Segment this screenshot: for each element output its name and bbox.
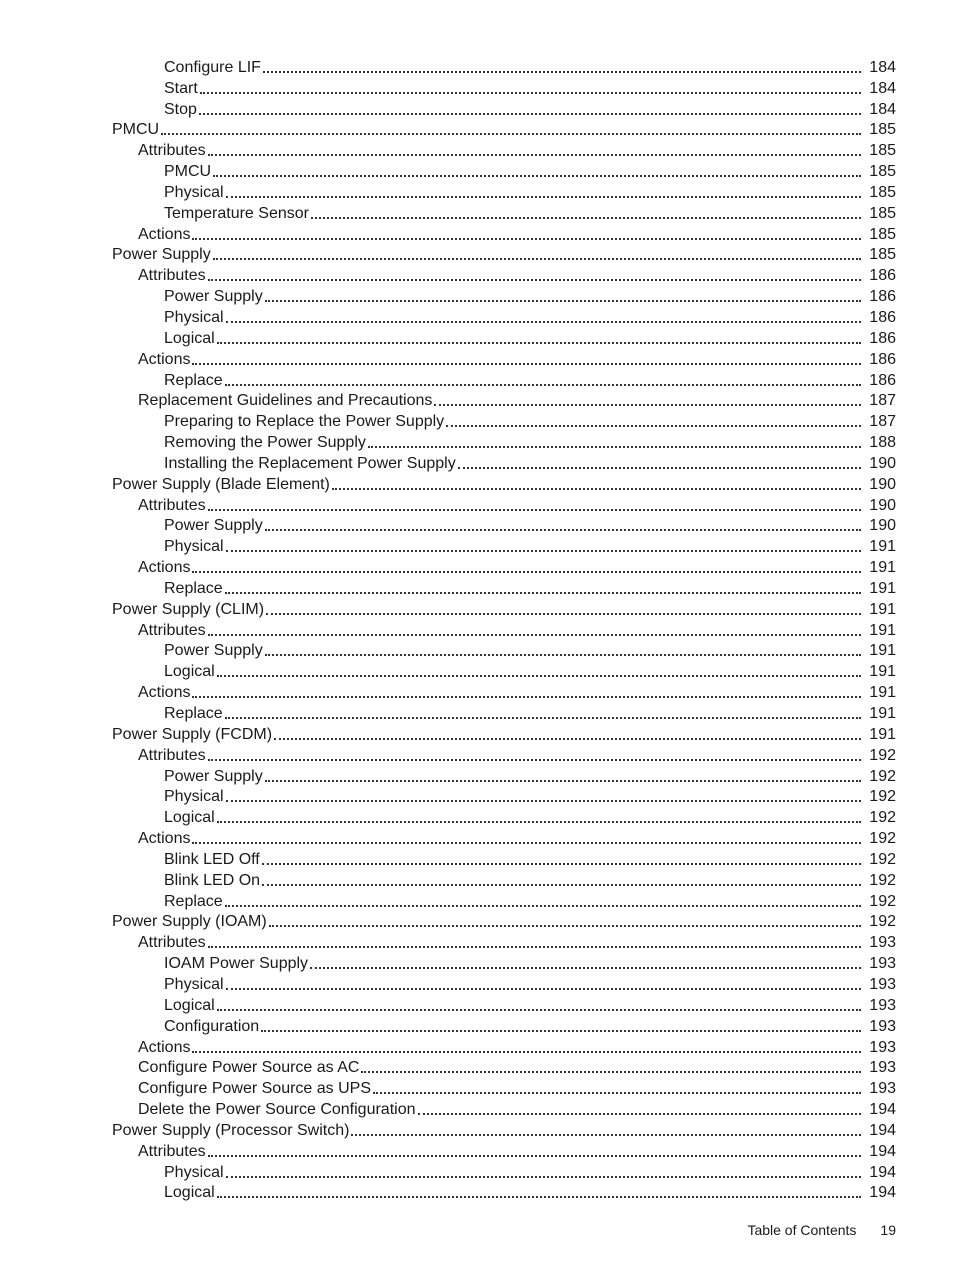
toc-entry-label: Logical xyxy=(164,329,215,347)
toc-entry-label: Configure Power Source as AC xyxy=(138,1059,360,1077)
toc-entry-label: Temperature Sensor xyxy=(164,204,309,222)
dot-leader xyxy=(265,652,861,656)
toc-entry-label: Installing the Replacement Power Supply xyxy=(164,454,456,472)
toc-entry[interactable] xyxy=(0,1057,954,1078)
toc-entry-page-number: 192 xyxy=(869,892,896,910)
toc-entry-label: Actions xyxy=(138,684,191,702)
toc-entry[interactable] xyxy=(0,473,954,494)
toc-entry[interactable] xyxy=(0,952,954,973)
dot-leader xyxy=(262,882,861,886)
toc-entry-label: Power Supply xyxy=(164,767,263,785)
toc-entry-label: Replace xyxy=(164,579,223,597)
toc-entry-page-number: 191 xyxy=(869,684,896,702)
toc-entry[interactable] xyxy=(0,765,954,786)
toc-entry-label: Power Supply xyxy=(164,288,263,306)
table-of-contents xyxy=(0,56,954,1202)
toc-entry-page-number: 191 xyxy=(869,600,896,618)
toc-entry-label: Configure LIF xyxy=(164,58,261,76)
dot-leader xyxy=(192,1049,861,1053)
toc-entry[interactable] xyxy=(0,1119,954,1140)
toc-entry[interactable] xyxy=(0,973,954,994)
toc-entry-label: Physical xyxy=(164,1163,224,1181)
toc-entry-page-number: 184 xyxy=(869,58,896,76)
toc-entry-page-number: 187 xyxy=(869,413,896,431)
toc-entry[interactable] xyxy=(0,1036,954,1057)
toc-entry-page-number: 194 xyxy=(869,1121,896,1139)
toc-entry-label: Configuration xyxy=(164,1017,260,1035)
dot-leader xyxy=(161,131,861,135)
toc-entry[interactable] xyxy=(0,327,954,348)
toc-entry-page-number: 190 xyxy=(869,454,896,472)
footer-section-title: Table of Contents xyxy=(747,1222,857,1238)
toc-entry[interactable] xyxy=(0,264,954,285)
toc-entry[interactable] xyxy=(0,681,954,702)
dot-leader xyxy=(208,507,861,511)
toc-entry[interactable] xyxy=(0,723,954,744)
dot-leader xyxy=(217,340,861,344)
dot-leader xyxy=(217,1194,861,1198)
toc-entry-page-number: 193 xyxy=(869,955,896,973)
dot-leader xyxy=(192,840,861,844)
toc-entry-page-number: 191 xyxy=(869,621,896,639)
toc-entry[interactable] xyxy=(0,223,954,244)
toc-entry-page-number: 193 xyxy=(869,1038,896,1056)
toc-entry[interactable] xyxy=(0,660,954,681)
dot-leader xyxy=(199,111,861,115)
toc-entry-page-number: 186 xyxy=(869,350,896,368)
toc-entry-label: Power Supply xyxy=(112,246,211,264)
toc-entry-page-number: 185 xyxy=(869,204,896,222)
toc-entry-label: Replace xyxy=(164,892,223,910)
dot-leader xyxy=(446,423,861,427)
toc-entry-page-number: 186 xyxy=(869,267,896,285)
toc-entry[interactable] xyxy=(0,931,954,952)
dot-leader xyxy=(265,527,861,531)
dot-leader xyxy=(332,486,861,490)
toc-entry-page-number: 192 xyxy=(869,830,896,848)
toc-entry-label: Power Supply xyxy=(164,517,263,535)
dot-leader xyxy=(418,1111,862,1115)
toc-entry-label: Physical xyxy=(164,538,224,556)
dot-leader xyxy=(208,944,861,948)
dot-leader xyxy=(226,194,861,198)
dot-leader xyxy=(311,215,861,219)
toc-entry[interactable] xyxy=(0,494,954,515)
toc-entry-page-number: 192 xyxy=(869,913,896,931)
toc-entry[interactable] xyxy=(0,869,954,890)
dot-leader xyxy=(213,256,861,260)
toc-entry-label: Physical xyxy=(164,308,224,326)
toc-entry-page-number: 191 xyxy=(869,642,896,660)
dot-leader xyxy=(208,632,861,636)
dot-leader xyxy=(263,69,861,73)
dot-leader xyxy=(208,152,861,156)
toc-entry-label: Physical xyxy=(164,183,224,201)
toc-entry-page-number: 191 xyxy=(869,663,896,681)
dot-leader xyxy=(225,382,861,386)
toc-entry-label: Stop xyxy=(164,100,197,118)
toc-entry-page-number: 186 xyxy=(869,308,896,326)
dot-leader xyxy=(265,298,861,302)
dot-leader xyxy=(351,1132,861,1136)
toc-entry-label: PMCU xyxy=(112,121,160,139)
toc-entry-page-number: 190 xyxy=(869,517,896,535)
toc-entry-label: Logical xyxy=(164,809,215,827)
toc-entry[interactable] xyxy=(0,535,954,556)
toc-entry-page-number: 191 xyxy=(869,579,896,597)
dot-leader xyxy=(217,673,861,677)
toc-entry[interactable] xyxy=(0,410,954,431)
toc-entry[interactable] xyxy=(0,431,954,452)
toc-entry[interactable] xyxy=(0,1077,954,1098)
toc-entry-label: Actions xyxy=(138,830,191,848)
toc-entry-page-number: 192 xyxy=(869,871,896,889)
toc-entry[interactable] xyxy=(0,348,954,369)
toc-entry-page-number: 193 xyxy=(869,934,896,952)
dot-leader xyxy=(226,548,861,552)
toc-entry[interactable] xyxy=(0,56,954,77)
toc-entry-page-number: 186 xyxy=(869,288,896,306)
toc-entry-page-number: 184 xyxy=(869,79,896,97)
toc-entry-label: Attributes xyxy=(138,267,206,285)
dot-leader xyxy=(217,1007,861,1011)
toc-entry[interactable] xyxy=(0,890,954,911)
toc-entry-page-number: 191 xyxy=(869,538,896,556)
toc-entry[interactable] xyxy=(0,577,954,598)
toc-entry-label: Attributes xyxy=(138,142,206,160)
toc-entry[interactable] xyxy=(0,1161,954,1182)
dot-leader xyxy=(368,444,861,448)
toc-entry-label: Replacement Guidelines and Precautions xyxy=(138,392,433,410)
toc-entry-label: Actions xyxy=(138,1038,191,1056)
dot-leader xyxy=(269,923,861,927)
dot-leader xyxy=(225,590,861,594)
toc-entry-page-number: 187 xyxy=(869,392,896,410)
dot-leader xyxy=(226,986,861,990)
toc-entry[interactable] xyxy=(0,77,954,98)
toc-entry-label: Attributes xyxy=(138,621,206,639)
toc-entry-label: Attributes xyxy=(138,496,206,514)
toc-entry-label: Attributes xyxy=(138,746,206,764)
toc-entry[interactable] xyxy=(0,806,954,827)
toc-entry-label: Actions xyxy=(138,350,191,368)
dot-leader xyxy=(192,694,861,698)
toc-entry-label: Blink LED Off xyxy=(164,850,260,868)
toc-entry-label: Logical xyxy=(164,996,215,1014)
toc-entry[interactable] xyxy=(0,139,954,160)
toc-entry-page-number: 192 xyxy=(869,746,896,764)
dot-leader xyxy=(192,569,861,573)
dot-leader xyxy=(225,903,861,907)
dot-leader xyxy=(226,319,861,323)
toc-entry[interactable] xyxy=(0,160,954,181)
dot-leader xyxy=(458,465,861,469)
dot-leader xyxy=(208,757,861,761)
toc-entry[interactable] xyxy=(0,306,954,327)
toc-entry-label: Replace xyxy=(164,705,223,722)
toc-entry[interactable] xyxy=(0,994,954,1015)
toc-entry-page-number: 192 xyxy=(869,850,896,868)
toc-entry[interactable] xyxy=(0,515,954,536)
toc-entry-label: Power Supply (IOAM) xyxy=(112,913,267,931)
toc-entry-label: Configure Power Source as UPS xyxy=(138,1080,371,1098)
toc-entry-page-number: 193 xyxy=(869,975,896,993)
toc-entry-page-number: 185 xyxy=(869,183,896,201)
dot-leader xyxy=(208,277,861,281)
toc-entry-page-number: 192 xyxy=(869,767,896,785)
toc-entry-label: IOAM Power Supply xyxy=(164,955,309,973)
dot-leader xyxy=(434,402,861,406)
toc-entry-page-number: 192 xyxy=(869,788,896,806)
toc-entry-page-number: 191 xyxy=(869,559,896,577)
toc-entry[interactable] xyxy=(0,911,954,932)
dot-leader xyxy=(373,1090,861,1094)
page-footer xyxy=(747,1222,896,1238)
toc-entry[interactable] xyxy=(0,744,954,765)
toc-entry[interactable] xyxy=(0,181,954,202)
dot-leader xyxy=(265,778,861,782)
toc-entry-page-number: 193 xyxy=(869,996,896,1014)
dot-leader xyxy=(225,715,861,719)
toc-entry-label: Power Supply (Blade Element) xyxy=(112,475,330,493)
toc-entry[interactable] xyxy=(0,827,954,848)
dot-leader xyxy=(192,361,861,365)
dot-leader xyxy=(226,1174,861,1178)
toc-entry-page-number: 188 xyxy=(869,434,896,452)
toc-entry[interactable] xyxy=(0,369,954,390)
toc-entry-page-number: 193 xyxy=(869,1080,896,1098)
toc-entry-page-number: 193 xyxy=(869,1017,896,1035)
toc-entry-page-number: 191 xyxy=(869,705,896,722)
toc-entry-label: Attributes xyxy=(138,1142,206,1160)
dot-leader xyxy=(217,819,861,823)
toc-entry-label: Blink LED On xyxy=(164,871,261,889)
toc-entry-label: Actions xyxy=(138,559,191,577)
toc-entry[interactable] xyxy=(0,1140,954,1161)
toc-entry[interactable] xyxy=(0,702,954,723)
toc-entry-label: PMCU xyxy=(164,163,212,181)
toc-entry[interactable] xyxy=(0,556,954,577)
footer-page-number: 19 xyxy=(880,1222,896,1238)
toc-entry[interactable] xyxy=(0,1098,954,1119)
toc-entry-label: Logical xyxy=(164,663,215,681)
toc-entry[interactable] xyxy=(0,1182,954,1203)
dot-leader xyxy=(266,611,861,615)
toc-entry[interactable] xyxy=(0,598,954,619)
toc-entry-label: Power Supply (CLIM) xyxy=(112,600,265,618)
toc-entry[interactable] xyxy=(0,98,954,119)
toc-entry[interactable] xyxy=(0,452,954,473)
toc-entry-label: Start xyxy=(164,79,198,97)
toc-entry-page-number: 190 xyxy=(869,496,896,514)
toc-entry-page-number: 185 xyxy=(869,225,896,243)
toc-entry-label: Logical xyxy=(164,1184,215,1202)
dot-leader xyxy=(213,173,861,177)
toc-entry[interactable] xyxy=(0,1015,954,1036)
toc-entry-label: Power Supply xyxy=(164,642,263,660)
toc-entry-page-number: 185 xyxy=(869,121,896,139)
toc-entry-page-number: 185 xyxy=(869,246,896,264)
toc-entry[interactable] xyxy=(0,786,954,807)
toc-entry[interactable] xyxy=(0,619,954,640)
toc-entry-label: Removing the Power Supply xyxy=(164,434,366,452)
dot-leader xyxy=(274,736,861,740)
toc-entry-page-number: 194 xyxy=(869,1184,896,1202)
dot-leader xyxy=(200,90,861,94)
dot-leader xyxy=(361,1069,861,1073)
toc-entry-label: Preparing to Replace the Power Supply xyxy=(164,413,445,431)
toc-entry[interactable] xyxy=(0,285,954,306)
toc-entry-label: Delete the Power Source Configuration xyxy=(138,1101,416,1119)
toc-entry-label: Physical xyxy=(164,975,224,993)
dot-leader xyxy=(261,1028,861,1032)
toc-entry-label: Attributes xyxy=(138,934,206,952)
toc-entry[interactable] xyxy=(0,390,954,411)
toc-entry-label: Power Supply (Processor Switch) xyxy=(112,1121,350,1139)
toc-entry-page-number: 192 xyxy=(869,809,896,827)
toc-entry-label: Replace xyxy=(164,371,223,389)
toc-entry-label: Physical xyxy=(164,788,224,806)
dot-leader xyxy=(208,1153,861,1157)
toc-entry-page-number: 194 xyxy=(869,1163,896,1181)
toc-entry-page-number: 186 xyxy=(869,329,896,347)
dot-leader xyxy=(192,236,861,240)
dot-leader xyxy=(262,861,861,865)
toc-entry-page-number: 184 xyxy=(869,100,896,118)
toc-entry-label: Actions xyxy=(138,225,191,243)
toc-entry-page-number: 194 xyxy=(869,1142,896,1160)
toc-entry-label: Power Supply (FCDM) xyxy=(112,725,273,743)
toc-entry[interactable] xyxy=(0,119,954,140)
toc-entry[interactable] xyxy=(0,244,954,265)
toc-entry-page-number: 191 xyxy=(869,725,896,743)
toc-entry-page-number: 186 xyxy=(869,371,896,389)
toc-entry-page-number: 185 xyxy=(869,163,896,181)
toc-entry[interactable] xyxy=(0,848,954,869)
toc-entry-page-number: 194 xyxy=(869,1101,896,1119)
dot-leader xyxy=(310,965,861,969)
toc-entry-page-number: 185 xyxy=(869,142,896,160)
toc-entry-page-number: 193 xyxy=(869,1059,896,1077)
toc-entry[interactable] xyxy=(0,640,954,661)
toc-entry-page-number: 190 xyxy=(869,475,896,493)
dot-leader xyxy=(226,798,861,802)
toc-entry[interactable] xyxy=(0,202,954,223)
